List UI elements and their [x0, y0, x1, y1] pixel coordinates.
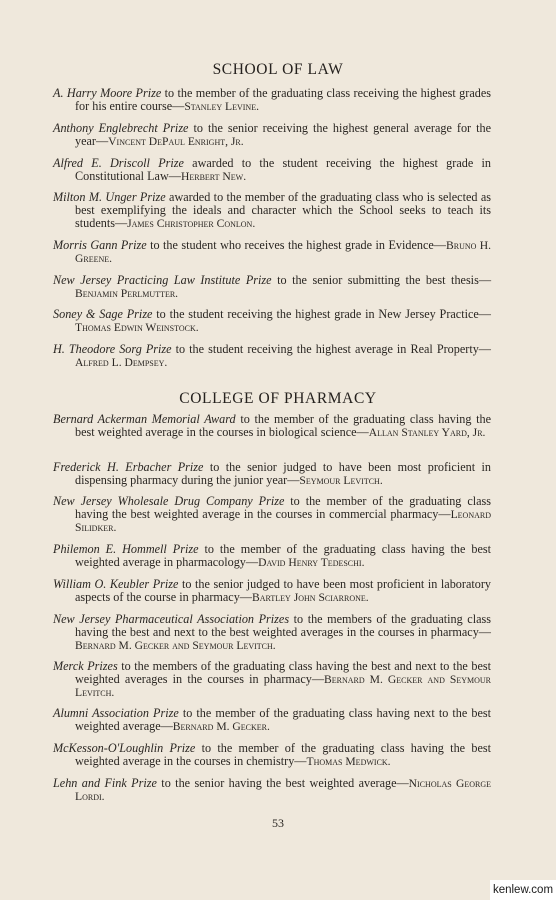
prize-name: Philemon E. Hommell Prize: [53, 542, 199, 556]
prize-entry: [31, 495, 491, 535]
prize-entry: [31, 191, 491, 231]
prize-name: William O. Keubler Prize: [53, 577, 179, 591]
prize-entry: [31, 239, 491, 265]
prize-description: to the senior submitting the best thesis—: [271, 273, 492, 287]
prize-name: New Jersey Pharmaceutical Association Prizes: [53, 612, 290, 626]
prize-description: to the member of the graduating class having the best weighted average in the courses in commercial pharmacy—: [75, 494, 492, 522]
prize-winner: Bernard M. Gecker and Seymour Levitch.: [75, 673, 492, 700]
prize-winner: Alfred L. Dempsey.: [75, 356, 168, 370]
prize-winner: Bruno H. Greene.: [75, 239, 491, 266]
prize-name: Frederick H. Erbacher Prize: [53, 460, 204, 474]
page-number: 53: [272, 816, 284, 830]
prize-winner: David Henry Tedeschi.: [258, 556, 365, 570]
prize-winner: Vincent DePaul Enright, Jr.: [108, 135, 244, 149]
prize-winner: Benjamin Perlmutter.: [75, 287, 179, 301]
prize-winner: Seymour Levitch.: [299, 474, 383, 488]
prize-description: to the student receiving the highest average in Real Property—: [171, 342, 491, 356]
prize-entry: [31, 578, 491, 604]
prize-entry: [31, 777, 491, 803]
prize-entry: [31, 613, 491, 653]
prize-name: McKesson-O'Loughlin Prize: [53, 741, 196, 755]
prize-name: Milton M. Unger Prize: [53, 190, 166, 204]
prize-entry: [31, 742, 491, 768]
prize-description: to the member of the graduating class having the best weighted average in the courses in biological science—: [75, 412, 492, 440]
prize-description: awarded to the member of the graduating class who is selected as best exemplifying the ideals and character which the School seeks to teach its students—: [75, 190, 491, 231]
prize-entry: [31, 543, 491, 569]
prize-description: to the member of the graduating class receiving the highest grades for his entire course—: [75, 86, 491, 114]
prize-entry: [31, 343, 491, 369]
prize-winner: Bernard M. Gecker and Seymour Levitch.: [75, 639, 276, 653]
prize-description: awarded to the student receiving the highest grade in Constitutional Law—: [75, 156, 491, 184]
prize-winner: Allan Stanley Yard, Jr.: [368, 426, 486, 440]
prize-entry: [31, 660, 491, 700]
prize-winner: Bernard M. Gecker.: [172, 720, 270, 734]
prize-description: to the senior judged to have been most proficient in laboratory aspects of the course in pharmacy—: [75, 577, 491, 605]
prize-name: Lehn and Fink Prize: [53, 776, 157, 790]
prize-entry: [31, 707, 491, 733]
prize-description: to the senior receiving the highest general average for the year—: [75, 121, 492, 149]
prize-entry: [31, 308, 491, 334]
prize-description: to the member of the graduating class having next to the best weighted average—: [75, 706, 491, 734]
prize-description: to the senior judged to have been most proficient in dispensing pharmacy during the junior year—: [75, 460, 491, 488]
prize-winner: Thomas Medwick.: [306, 755, 391, 769]
prize-name: New Jersey Wholesale Drug Company Prize: [53, 494, 285, 508]
prize-entry: [31, 157, 491, 183]
prize-entry: [31, 87, 491, 113]
prize-winner: Bartley John Sciarrone.: [252, 591, 369, 605]
prize-name: Morris Gann Prize: [53, 238, 147, 252]
prize-winner: Stanley Levine.: [184, 100, 259, 114]
watermark: kenlew.com: [490, 880, 556, 900]
prize-name: A. Harry Moore Prize: [53, 86, 162, 100]
prize-description: to the member of the graduating class having the best weighted average in pharmacology—: [75, 542, 492, 570]
section-title-law: SCHOOL OF LAW: [212, 61, 344, 78]
prize-description: to the members of the graduating class having the best and next to the best weighted averages in the courses in pharmacy—: [75, 612, 491, 640]
prize-name: Anthony Englebrecht Prize: [53, 121, 189, 135]
prize-entry: [31, 122, 491, 148]
prize-name: Alfred E. Driscoll Prize: [53, 156, 184, 170]
prize-name: Soney & Sage Prize: [53, 307, 153, 321]
prize-entry: [31, 413, 491, 439]
prize-entry: [31, 461, 491, 487]
prize-description: to the senior having the best weighted average—: [156, 776, 409, 790]
prize-name: New Jersey Practicing Law Institute Prize: [53, 273, 272, 287]
prize-name: Bernard Ackerman Memorial Award: [53, 412, 236, 426]
prize-description: to the member of the graduating class having the best weighted average in the courses in chemistry—: [75, 741, 491, 769]
prize-winner: Leonard Silidker.: [75, 508, 491, 535]
prize-winner: Herbert New.: [180, 170, 247, 184]
prize-name: H. Theodore Sorg Prize: [53, 342, 172, 356]
prize-description: to the student who receives the highest grade in Evidence—: [146, 238, 446, 252]
prize-description: to the members of the graduating class having the best and next to the best weighted averages in the courses in pharmacy—: [75, 659, 491, 687]
prize-name: Merck Prizes: [53, 659, 118, 673]
prize-winner: Nicholas George Lordi.: [75, 777, 491, 804]
prize-name: Alumni Association Prize: [53, 706, 179, 720]
prize-entry: [31, 274, 491, 300]
prize-description: to the student receiving the highest grade in New Jersey Practice—: [152, 307, 491, 321]
section-title-pharmacy: COLLEGE OF PHARMACY: [179, 390, 377, 407]
prize-winner: Thomas Edwin Weinstock.: [75, 321, 199, 335]
prize-winner: James Christopher Conlon.: [127, 217, 256, 231]
